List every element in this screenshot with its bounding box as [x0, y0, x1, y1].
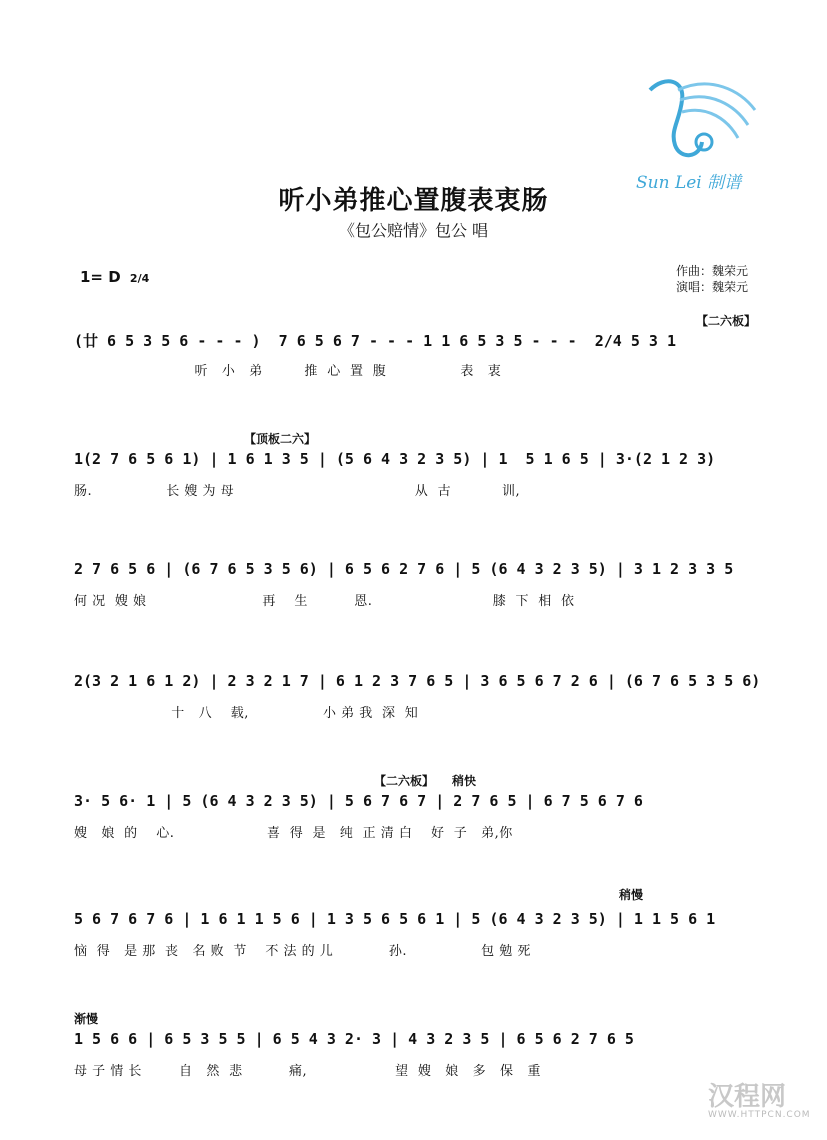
page-title: 听小弟推心置腹表衷肠	[278, 186, 549, 216]
notes-line: 1(2 7 6 5 6 1) | 1 6 1 3 5 | (5 6 4 3 2 3 5) | 1 5 1 6 5 | 3·(2 1 2 3)	[74, 450, 716, 468]
tempo-mark: 渐慢	[74, 1012, 99, 1026]
notes-line: 2 7 6 5 6 | (6 7 6 5 3 5 6) | 6 5 6 2 7 6 | 5 (6 4 3 2 3 5) | 3 1 2 3 3 5	[74, 560, 734, 578]
notes-line: 1 5 6 6 | 6 5 3 5 5 | 6 5 4 3 2· 3 | 4 3 2 3 5 | 6 5 6 2 7 6 5	[74, 1030, 634, 1048]
lyrics-line: 听 小 弟 推 心 置 腹 表 衷	[74, 364, 502, 379]
notes-line: (廿 6 5 3 5 6 - - - ) 7 6 5 6 7 - - - 1 1 6 5 3 5 - - - 2/4 5 3 1	[74, 332, 676, 350]
time-signature: 2/4	[129, 272, 150, 285]
watermark-url: WWW.HTTPCN.COM	[708, 1110, 811, 1120]
logo-text: Sun Lei 制谱	[636, 173, 742, 193]
page-subtitle: 《包公赔情》包公 唱	[338, 221, 489, 240]
section-mark: 【二六板】	[696, 314, 757, 328]
composer-credit: 作曲：魏荣元	[676, 264, 749, 278]
tempo-mark: 稍快	[452, 774, 477, 788]
lyrics-line: 肠. 长 嫂 为 母 从 古 训,	[74, 484, 521, 499]
watermark-brand: 汉程网	[708, 1082, 787, 1112]
key-label: 1= D	[80, 268, 121, 286]
singer-credit: 演唱：魏荣元	[676, 280, 749, 294]
notes-line: 3· 5 6· 1 | 5 (6 4 3 2 3 5) | 5 6 7 6 7 | 2 7 6 5 | 6 7 5 6 7 6	[74, 792, 643, 810]
notes-line: 5 6 7 6 7 6 | 1 6 1 1 5 6 | 1 3 5 6 5 6 1 | 5 (6 4 3 2 3 5) | 1 1 5 6 1	[74, 910, 716, 928]
tempo-mark: 稍慢	[619, 888, 644, 902]
notes-line: 2(3 2 1 6 1 2) | 2 3 2 1 7 | 6 1 2 3 7 6 5 | 3 6 5 6 7 2 6 | (6 7 6 5 3 5 6)	[74, 672, 761, 690]
logo	[630, 70, 760, 170]
lyrics-line: 恼 得 是 那 丧 名 败 节 不 法 的 儿 孙. 包 勉 死	[74, 944, 531, 959]
lyrics-line: 母 子 情 长 自 然 悲 痛, 望 嫂 娘 多 保 重	[74, 1064, 541, 1079]
key-signature	[80, 268, 149, 286]
section-mark: 【二六板】	[374, 774, 435, 788]
lyrics-line: 嫂 娘 的 心. 喜 得 是 纯 正 清 白 好 子 弟,你	[74, 826, 513, 841]
lyrics-line: 十 八 载, 小 弟 我 深 知	[74, 706, 419, 721]
lyrics-line: 何 况 嫂 娘 再 生 恩. 膝 下 相 依	[74, 594, 575, 609]
treble-clef-wing-icon	[630, 70, 760, 170]
section-mark: 【顶板二六】	[244, 432, 317, 446]
